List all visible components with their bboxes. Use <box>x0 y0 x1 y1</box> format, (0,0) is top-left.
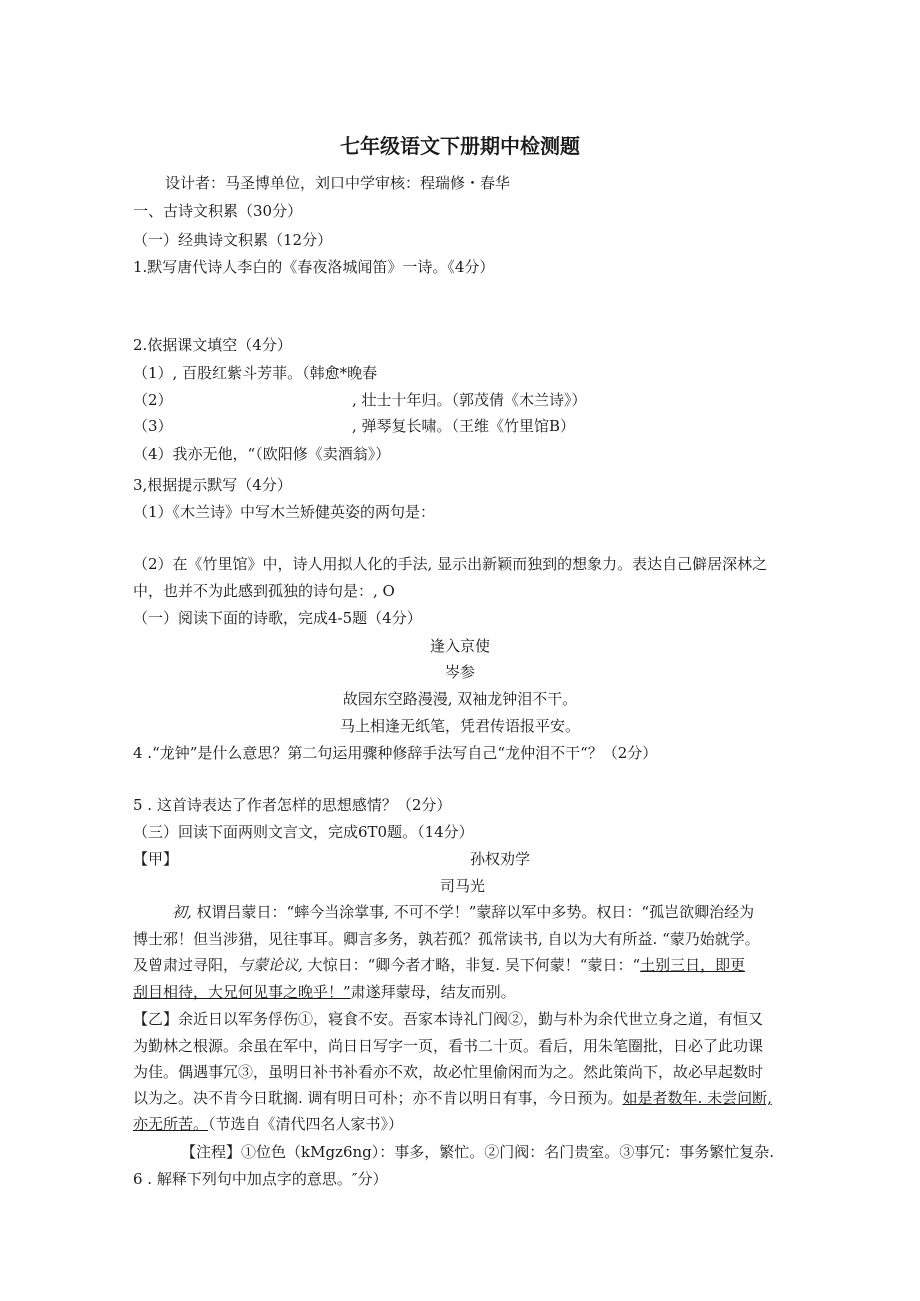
subsection-2-heading: （一）阅读下面的诗歌，完成4-5题（4分） <box>133 609 422 627</box>
question-2-item-4: （4）我亦无他，“（欧阳修《卖酒翁》） <box>133 445 391 463</box>
passage-jia-line-4 <box>133 982 516 1002</box>
passage-yi-source: （节选自《清代四名人家书》） <box>208 1115 404 1133</box>
passage-jia-underlined-1: 土别三日，即更 <box>640 956 746 974</box>
subsection-1-heading: （一）经典诗文积累（12分） <box>133 231 333 249</box>
question-4: 4 .“龙钟”是什么意思？第二句运用骤种修辞手法写自己“龙仲泪不干“？（2分） <box>133 744 658 762</box>
passage-jia-emphasis-1: 初, <box>172 903 192 921</box>
question-2-item-2-label: （2） <box>133 391 173 409</box>
passage-yi-line-1: 【乙】余近日以军务俘伤①，寝食不安。吾家本诗礼门阀②，勤与朴为余代世立身之道，有恒又 <box>133 1010 764 1028</box>
question-2-item-3-label: （3） <box>133 417 173 435</box>
passage-yi-line-4-text: 以为之。决不肯今日耽搁. 调有明日可朴；亦不肯以明日有事，今日预为。 <box>133 1089 623 1107</box>
question-2-item-3-text: , 弹琴复长啸。（王维《竹里馆B） <box>352 417 576 435</box>
question-5: 5 . 这首诗表达了作者怎样的思想感情？（2分） <box>133 796 452 814</box>
passage-yi-underlined-1: 如是者数年. 未尝问断, <box>622 1089 772 1107</box>
passage-jia-underlined-2: 刮目相待，大兄何见事之晚乎！” <box>133 983 351 1001</box>
passage-jia-author: 司马光 <box>440 877 486 895</box>
poem-title: 逢入京使 <box>429 637 490 655</box>
question-3-item-2-line-2: 中，也并不为此感到孤独的诗句是：, O <box>133 582 395 600</box>
question-2-item-1: （1）, 百股红紫斗芳菲。（韩愈*晚春 <box>133 364 378 382</box>
passage-jia-label: 【甲】 <box>133 850 179 868</box>
subsection-3-heading: （三）回读下面两则文言文，完成6T0题。（14分） <box>133 823 474 841</box>
passage-jia-line-4-end: 肃遂拜蒙母，结友而别。 <box>350 983 516 1001</box>
section-1-heading: 一、古诗文积累（30分） <box>133 202 303 220</box>
passage-jia-line-1-text: 权谓吕蒙日：“蟀今当涂掌事, 不可不学！”蒙辞以军中多势。权日：“孤岂欲卿治经为 <box>191 903 755 921</box>
question-3-item-1: （1）《木兰诗》中写木兰矫健英姿的两句是： <box>133 503 436 521</box>
passage-jia-line-3 <box>133 955 745 975</box>
passage-jia-line-3-start: 及曾肃过寻阳， <box>133 956 239 974</box>
passage-yi-line-4 <box>133 1088 772 1108</box>
passage-yi-line-5 <box>133 1114 403 1134</box>
passage-yi-underlined-2: 亦无所苦。 <box>133 1115 209 1133</box>
page-title: 七年级语文下册期中检测题 <box>340 134 580 158</box>
passage-jia-emphasis-2: 与蒙论议, <box>238 956 303 974</box>
question-3-item-2-line-1: （2）在《竹里馆》中，诗人用拟人化的手法, 显示出新颖而独到的想象力。表达自己僻居深林之 <box>133 555 768 573</box>
passage-jia-title: 孙权劝学 <box>470 850 531 868</box>
passage-yi-line-3: 为佳。偶遇事冗③，虽明日补书补看亦不欢，故必忙里偷闲而为之。然此策尚下，故必早起数时 <box>133 1063 764 1081</box>
question-3: 3,根据提示默写（4分） <box>133 476 292 494</box>
poem-author: 岑参 <box>444 663 475 681</box>
designer-line: 设计者：马圣博单位，刘口中学审核：程瑞修・春华 <box>165 174 511 192</box>
question-2-item-2-text: , 壮士十年归。（郭茂倩《木兰诗》） <box>352 391 587 409</box>
question-2: 2.依据课文填空（4分） <box>133 336 292 354</box>
passage-jia-line-2: 博士邪！但当涉猎，见往事耳。卿言多务，孰若孤？孤常读书, 自以为大有所益. “蒙乃始就学。 <box>133 930 760 948</box>
passage-jia-line-3-mid: 大惊日：“卿今者才略，非复. 吴下何蒙！“蒙日：“ <box>302 956 641 974</box>
question-1: 1.默写唐代诗人李白的《春夜洛城闻笛》一诗。《4分） <box>133 258 495 276</box>
poem-line-1: 故园东空路漫漫, 双袖龙钟泪不干。 <box>342 690 578 708</box>
poem-line-2: 马上相逢无纸笔，凭君传语报平安。 <box>339 717 580 735</box>
annotation-note: 【注程】①位色（kMgz6ng）：事多，繁忙。②门阀：名门贵室。③事冗：事务繁忙复杂. <box>181 1143 775 1161</box>
passage-jia-line-1 <box>172 902 754 922</box>
question-6: 6 . 解释下列句中加点字的意思。″分） <box>133 1170 388 1188</box>
passage-yi-line-2: 为勤林之根源。余虽在军中，尚日日写字一页，看书二十页。看后，用朱笔圈批，日必了此功课 <box>133 1037 764 1055</box>
